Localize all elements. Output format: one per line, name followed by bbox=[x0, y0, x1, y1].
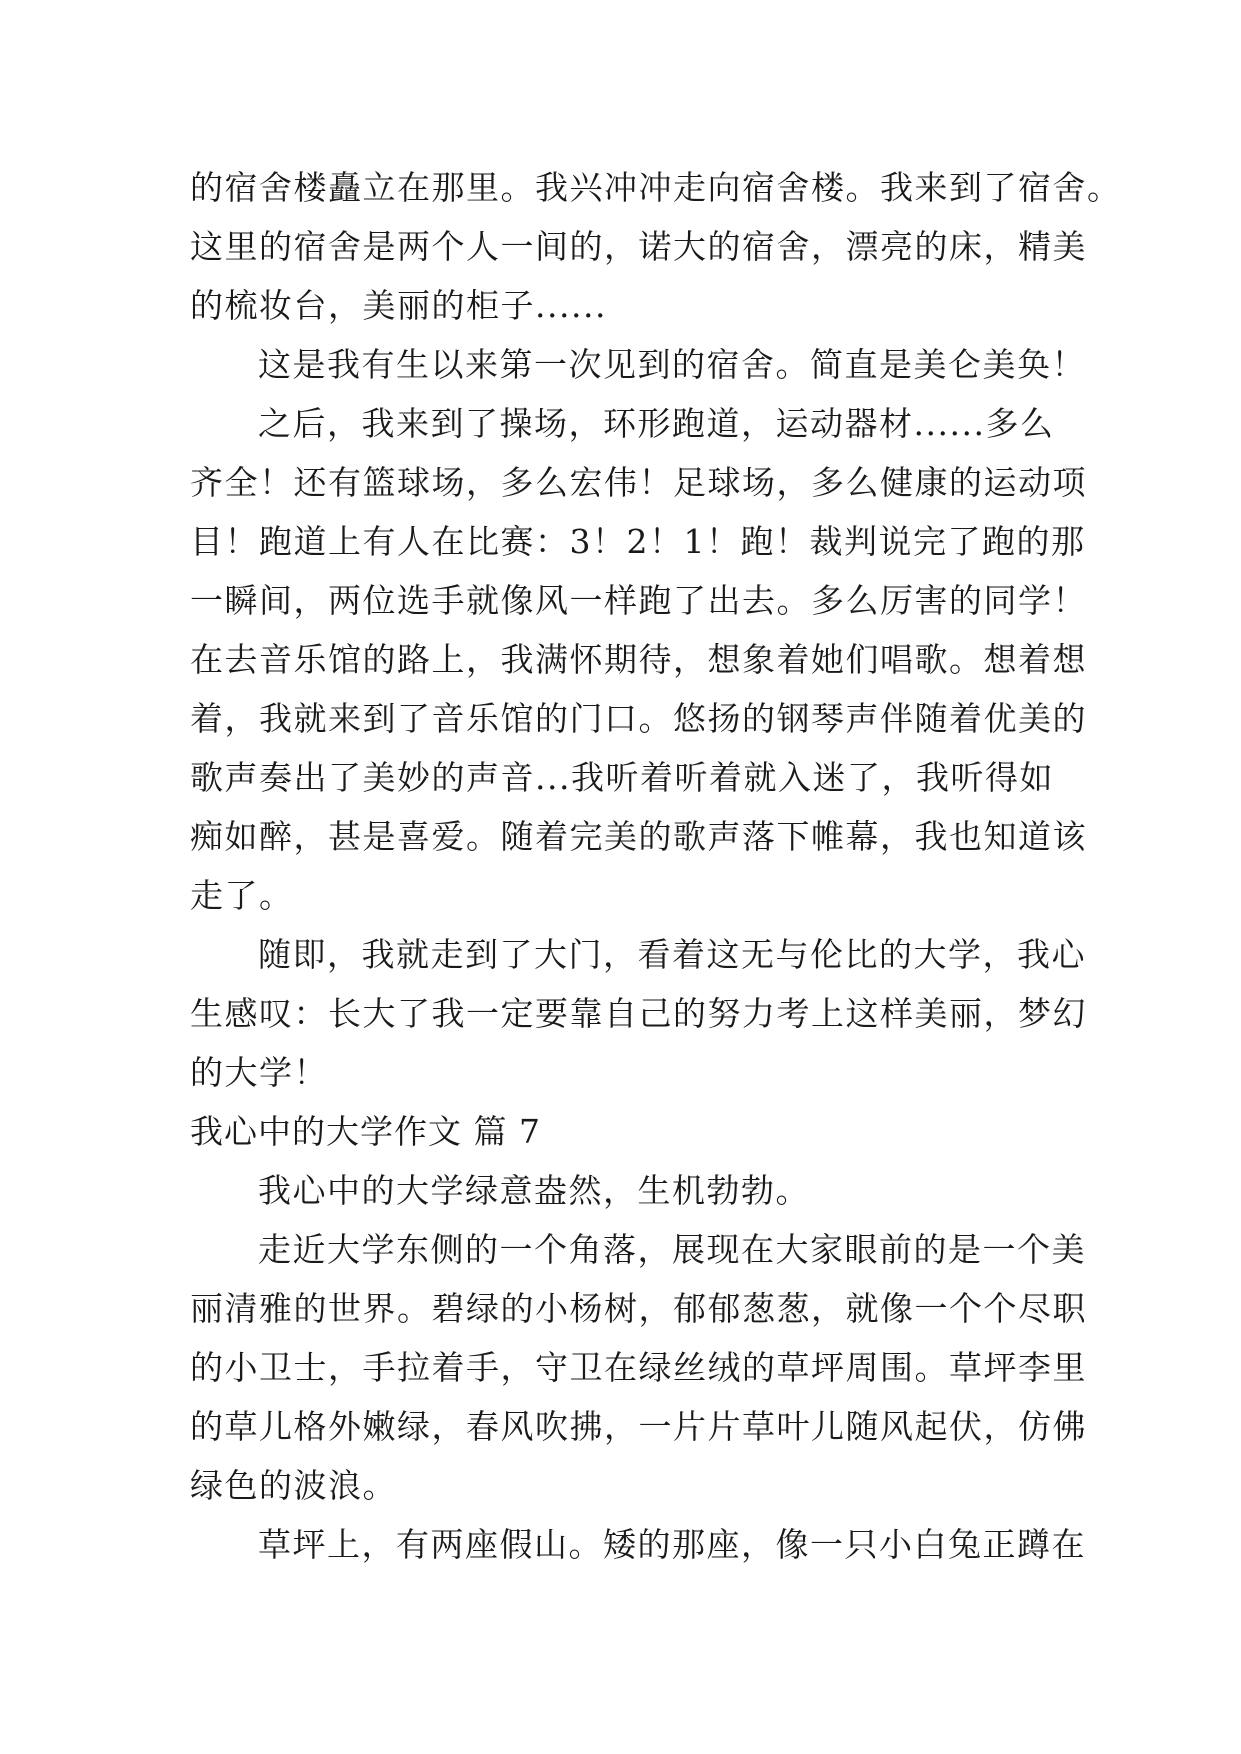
paragraph-first-line: 这是我有生以来第一次见到的宿舍。简直是美仑美奂！ bbox=[258, 345, 1086, 384]
text-line: 的宿舍楼矗立在那里。我兴冲冲走向宿舍楼。我来到了宿舍。 bbox=[190, 168, 1122, 207]
text-line: 的大学！ bbox=[190, 1053, 328, 1092]
text-line: 着，我就来到了音乐馆的门口。悠扬的钢琴声伴随着优美的 bbox=[190, 699, 1087, 738]
paragraph-first-line: 随即，我就走到了大门，看着这无与伦比的大学，我心 bbox=[258, 935, 1086, 974]
text-line: 走了。 bbox=[190, 876, 294, 915]
text-line: 的梳妆台，美丽的柜子...... bbox=[190, 286, 607, 325]
text-line: 这里的宿舍是两个人一间的，诺大的宿舍，漂亮的床，精美 bbox=[190, 227, 1087, 266]
paragraph-first-line: 我心中的大学绿意盎然，生机勃勃。 bbox=[258, 1171, 810, 1210]
section-heading: 我心中的大学作文 篇 7 bbox=[190, 1112, 541, 1151]
text-line: 在去音乐馆的路上，我满怀期待，想象着她们唱歌。想着想 bbox=[190, 640, 1087, 679]
text-line: 歌声奏出了美妙的声音...我听着听着就入迷了，我听得如 bbox=[190, 758, 1054, 797]
text-line: 的草儿格外嫩绿，春风吹拂，一片片草叶儿随风起伏，仿佛 bbox=[190, 1407, 1087, 1446]
text-line: 的小卫士，手拉着手，守卫在绿丝绒的草坪周围。草坪李里 bbox=[190, 1348, 1087, 1387]
paragraph-first-line: 草坪上，有两座假山。矮的那座，像一只小白兔正蹲在 bbox=[258, 1525, 1086, 1564]
text-line: 痴如醉，甚是喜爱。随着完美的歌声落下帷幕，我也知道该 bbox=[190, 817, 1087, 856]
text-line: 生感叹：长大了我一定要靠自己的努力考上这样美丽，梦幻 bbox=[190, 994, 1087, 1033]
paragraph-first-line: 走近大学东侧的一个角落，展现在大家眼前的是一个美 bbox=[258, 1230, 1086, 1269]
text-line: 丽清雅的世界。碧绿的小杨树，郁郁葱葱，就像一个个尽职 bbox=[190, 1289, 1087, 1328]
text-line: 目！跑道上有人在比赛：3！2！1！跑！裁判说完了跑的那 bbox=[190, 522, 1086, 561]
paragraph-first-line: 之后，我来到了操场，环形跑道，运动器材......多么 bbox=[258, 404, 1055, 443]
document-body bbox=[190, 158, 1122, 1574]
text-line: 绿色的波浪。 bbox=[190, 1466, 397, 1505]
text-line: 一瞬间，两位选手就像风一样跑了出去。多么厉害的同学！ bbox=[190, 581, 1087, 620]
text-line: 齐全！还有篮球场，多么宏伟！足球场，多么健康的运动项 bbox=[190, 463, 1087, 502]
